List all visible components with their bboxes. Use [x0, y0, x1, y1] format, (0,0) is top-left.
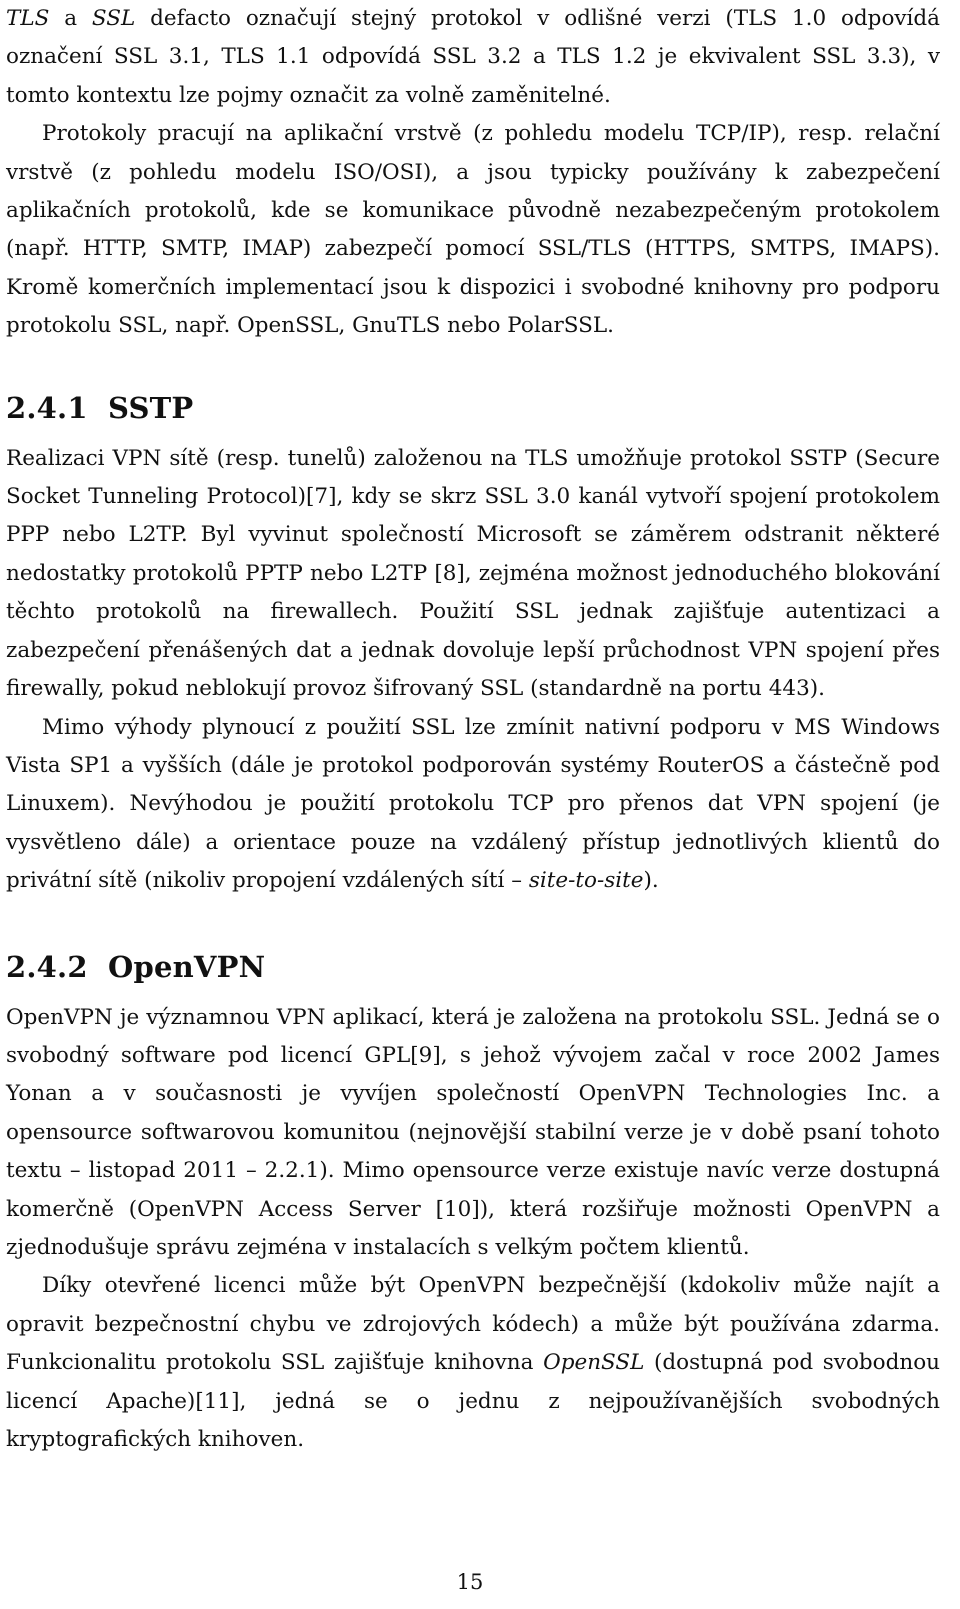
italic-text: SSL: [91, 6, 136, 31]
text-run: Mimo výhody plynoucí z použití SSL lze zmínit nativní podporu v MS Windows Vista SP1 a vyšších (dále je protokol podporován systémy RouterOS a částečně pod Linuxem). Nevýhodou je použití protokolu TCP pro přenos dat VPN spojení (je vysvětleno dále) a orientace pouze na vzdálený přístup jednotlivých klientů do privátní sítě (nikoliv propojení vzdálených sítí –: [6, 714, 940, 894]
text-run: Protokoly pracují na aplikační vrstvě (z pohledu modelu TCP/IP), resp. relační vrstvě (z pohledu modelu ISO/OSI), a jsou typicky používány k zabezpečení aplikačních protokolů, kde se komunikace původně nezabezpečeným protokolem (např. HTTP, SMTP, IMAP) zabezpečí pomocí SSL/TLS (HTTPS, SMTPS, IMAPS). Kromě komerčních implementací jsou k dispozici i svobodné knihovny pro podporu protokolu SSL, např. OpenSSL, GnuTLS nebo PolarSSL.: [6, 121, 940, 339]
text-run: Realizaci VPN sítě (resp. tunelů) založenou na TLS umožňuje protokol SSTP (Secure Socket Tunneling Protocol)[7], kdy se skrz SSL 3.0 kanál vytvoří spojení protokolem PPP nebo L2TP. Byl vyvinut společností Microsoft se záměrem odstranit některé nedostatky protokolů PPTP nebo L2TP [8], zejména možnost jednoduchého blokování těchto protokolů na firewallech. Použití SSL jednak zajišťuje autentizaci a zabezpečení přenášených dat a jednak dovoluje lepší průchodnost VPN spojení přes firewally, pokud neblokují provoz šifrovaný SSL (standardně na portu 443).: [6, 445, 940, 702]
paragraph-openvpn-license: [6, 1267, 940, 1459]
section-number: 2.4.1: [6, 390, 88, 425]
text-run: ).: [643, 868, 659, 894]
section-title: OpenVPN: [108, 949, 266, 984]
text-run: OpenVPN je významnou VPN aplikací, která je založena na protokolu SSL. Jedná se o svobodný software pod licencí GPL[9], s jehož vývojem začal v roce 2002 James Yonan a v současnosti je vyvíjen společností OpenVPN Technologies Inc. a opensource softwarovou komunitou (nejnovější stabilní verze je v době psaní tohoto textu – listopad 2011 – 2.2.1). Mimo opensource verze existuje navíc verze dostupná komerčně (OpenVPN Access Server [10]), která rozšiřuje možnosti OpenVPN a zjednodušuje správu zejména v instalacích s velkým počtem klientů.: [6, 1004, 940, 1260]
section-heading-sstp: [6, 389, 940, 427]
page: [6, 0, 940, 1459]
section-number: 2.4.2: [6, 949, 88, 984]
italic-text: TLS: [6, 6, 50, 31]
paragraph-sstp-description: [6, 440, 940, 709]
paragraph-tls-ssl: [6, 0, 940, 115]
paragraph-openvpn-description: [6, 999, 940, 1268]
text-run: (dostupná pod svobodnou licencí Apache)[11], jedná se o jednu z nejpoužívanějších svobodných kryptografických knihoven.: [6, 1350, 941, 1452]
text-run: Díky otevřené licenci může být OpenVPN bezpečnější (kdokoliv může najít a opravit bezpečnostní chybu ve zdrojových kódech) a může být používána zdarma. Funkcionalitu protokolu SSL zajišťuje knihovna: [6, 1273, 940, 1376]
paragraph-sstp-advantages: [6, 709, 940, 901]
text-run: a: [49, 6, 92, 31]
italic-text: OpenSSL: [543, 1350, 645, 1376]
italic-text: site-to-site: [528, 868, 644, 894]
paragraph-protocol-layers: [6, 115, 940, 345]
section-heading-openvpn: [6, 948, 940, 986]
section-title: SSTP: [108, 390, 194, 425]
page-number: 15: [456, 1570, 484, 1594]
text-run: defacto označují stejný protokol v odlišné verzi (TLS 1.0 odpovídá označení SSL 3.1, TLS 1.1 odpovídá SSL 3.2 a TLS 1.2 je ekvivalent SSL 3.3), v tomto kontextu lze pojmy označit za volně zaměnitelné.: [6, 6, 940, 108]
